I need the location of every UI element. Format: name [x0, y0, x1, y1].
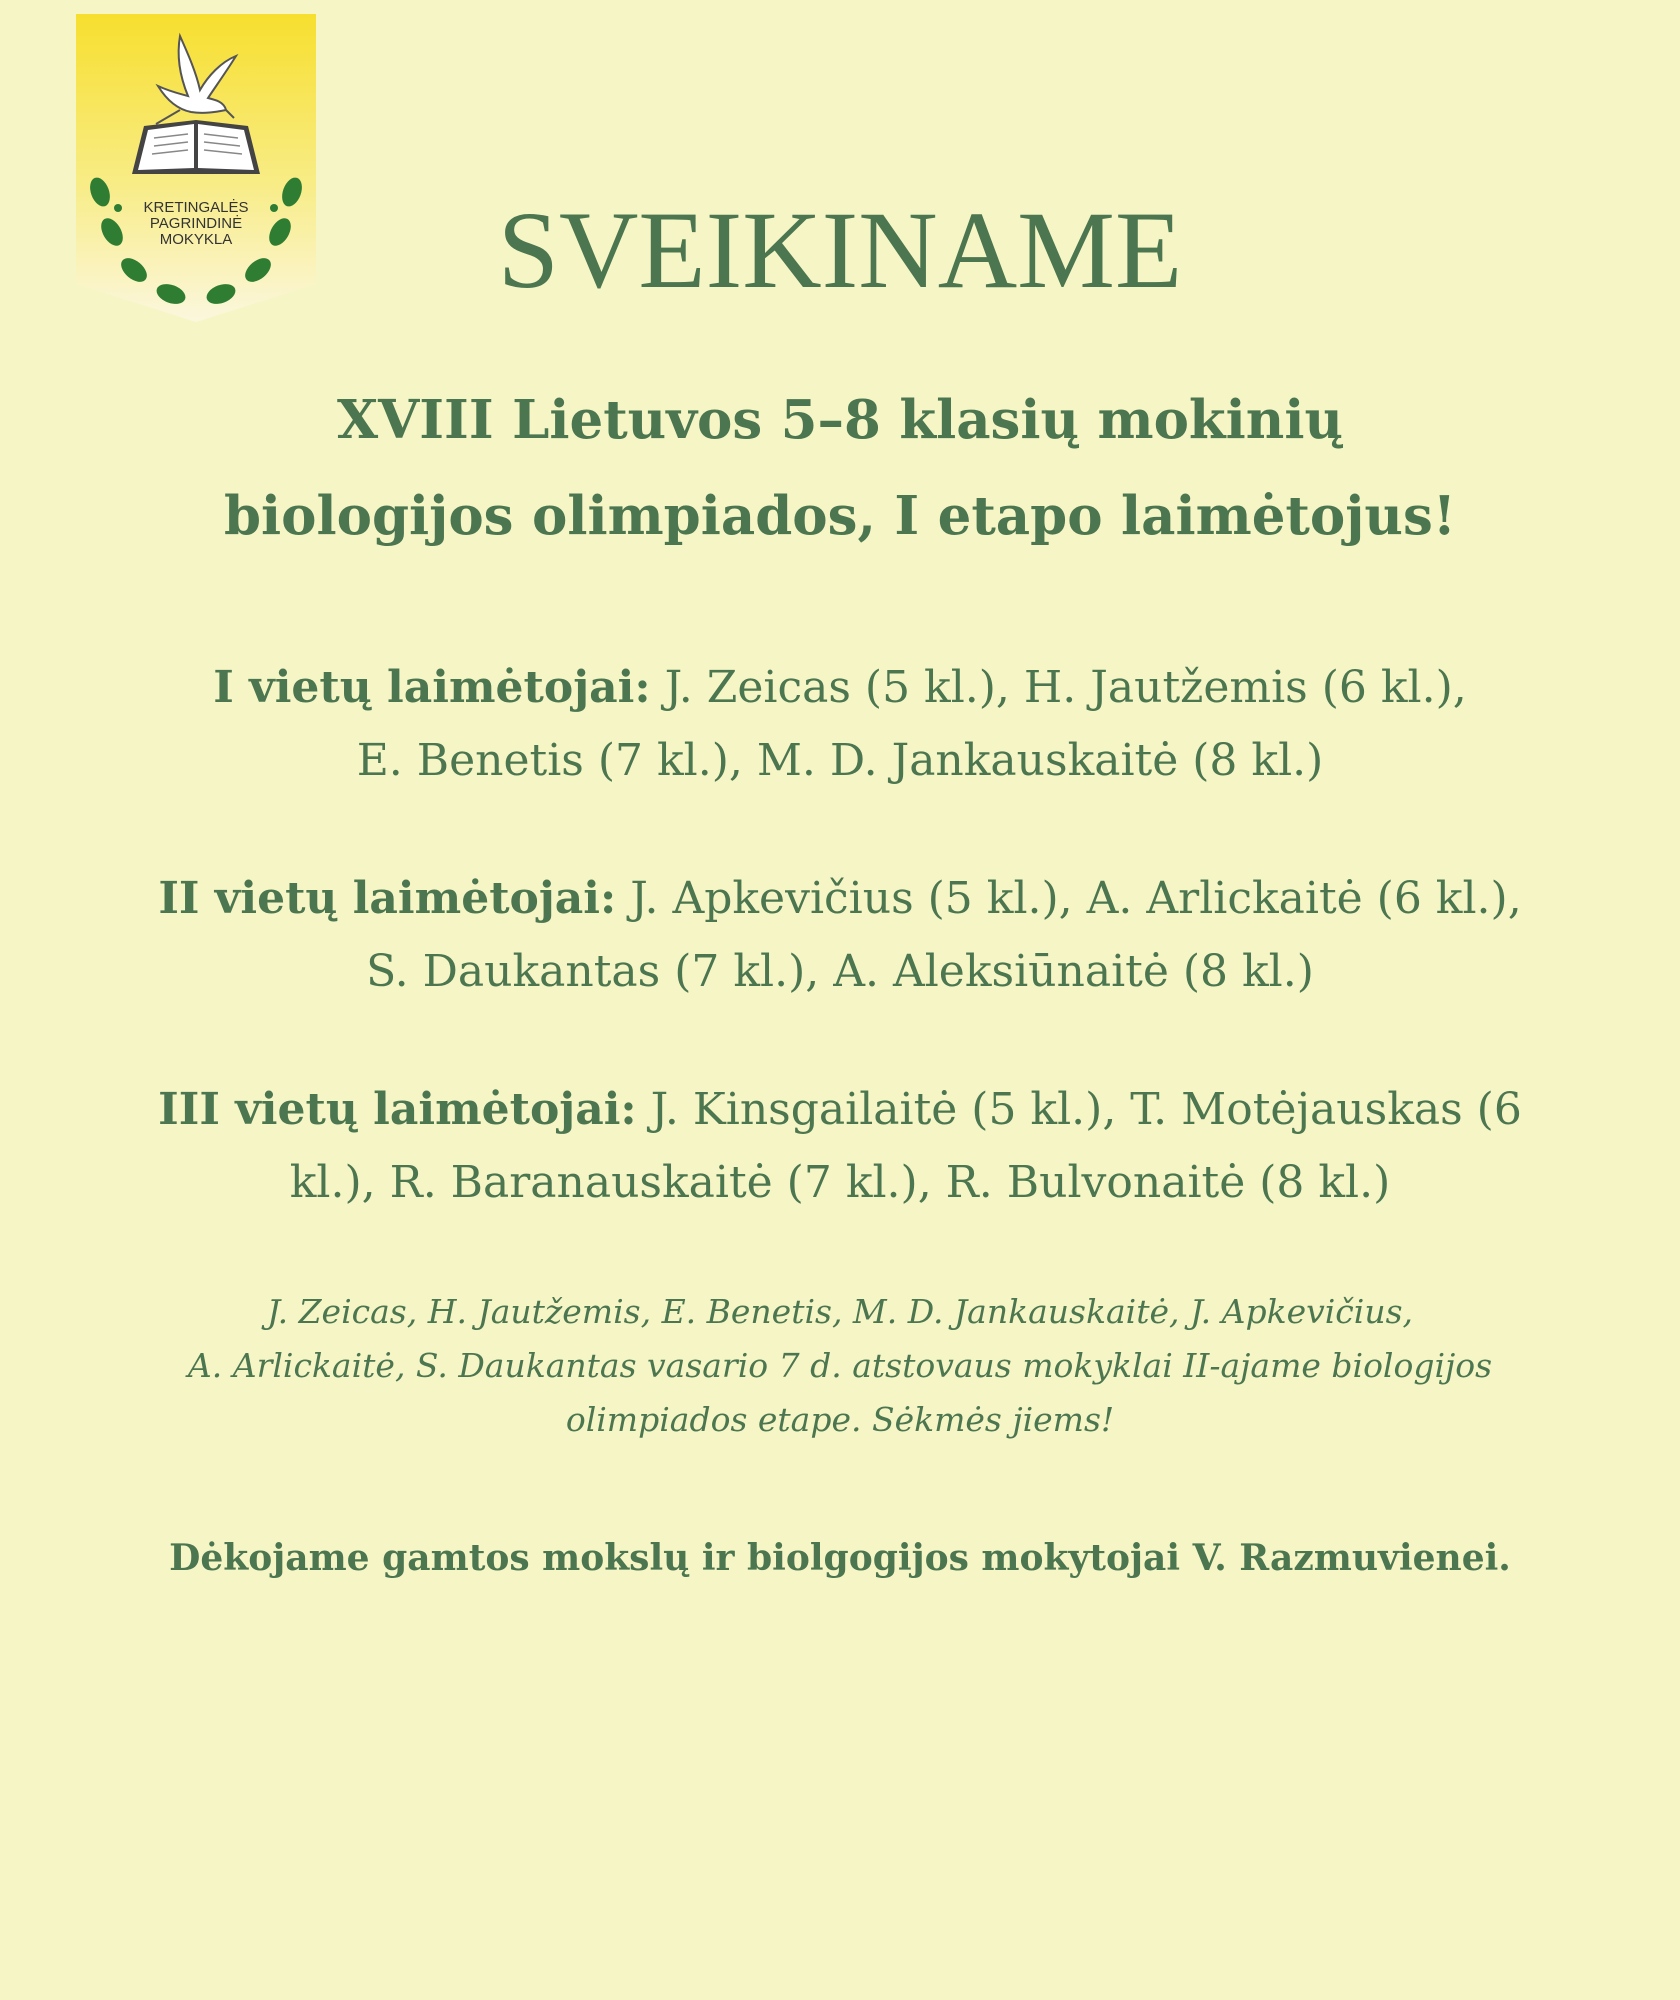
first-place-names-line-2: E. Benetis (7 kl.), M. D. Jankauskaitė (8 kl.) [356, 735, 1324, 786]
second-place-names-line-1: J. Apkevičius (5 kl.), A. Arlickaitė (6 kl.), [616, 873, 1522, 924]
subtitle [120, 372, 1560, 564]
page-title: SVEIKINAME [497, 189, 1183, 311]
first-place-label: I vietų laimėtojai: [213, 662, 651, 713]
third-place-winners [110, 1073, 1570, 1219]
open-book-icon [132, 120, 260, 174]
third-place-names-line-2: kl.), R. Baranauskaitė (7 kl.), R. Bulvonaitė (8 kl.) [289, 1157, 1391, 1208]
logo-line-1: KRETINGALĖS [143, 199, 249, 216]
third-place-label: III vietų laimėtojai: [158, 1084, 637, 1135]
first-place-winners [110, 651, 1570, 797]
second-place-winners [110, 862, 1570, 1008]
second-place-label: II vietų laimėtojai: [158, 873, 617, 924]
second-place-names-line-2: S. Daukantas (7 kl.), A. Aleksiūnaitė (8 kl.) [366, 946, 1314, 997]
note-line-2: A. Arlickaitė, S. Daukantas vasario 7 d. atstovaus mokyklai II-ajame biologijos [187, 1346, 1493, 1385]
subtitle-line-1: XVIII Lietuvos 5–8 klasių mokinių [337, 389, 1343, 451]
logo-line-2: PAGRINDINĖ [149, 215, 243, 232]
first-place-names-line-1: J. Zeicas (5 kl.), H. Jautžemis (6 kl.), [650, 662, 1467, 713]
teacher-thanks: Dėkojame gamtos mokslų ir biolgogijos mokytojai V. Razmuvienei. [169, 1537, 1511, 1579]
third-place-names-line-1: J. Kinsgailaitė (5 kl.), T. Motėjauskas (6 [636, 1084, 1522, 1135]
note-line-1: J. Zeicas, H. Jautžemis, E. Benetis, M. D. Jankauskaitė, J. Apkevičius, [266, 1292, 1414, 1331]
subtitle-line-2: biologijos olimpiados, I etapo laimėtojus! [223, 485, 1457, 547]
logo-line-3: MOKYKLA [159, 231, 233, 248]
next-stage-note [110, 1285, 1570, 1447]
note-line-3: olimpiados etape. Sėkmės jiems! [565, 1400, 1115, 1439]
